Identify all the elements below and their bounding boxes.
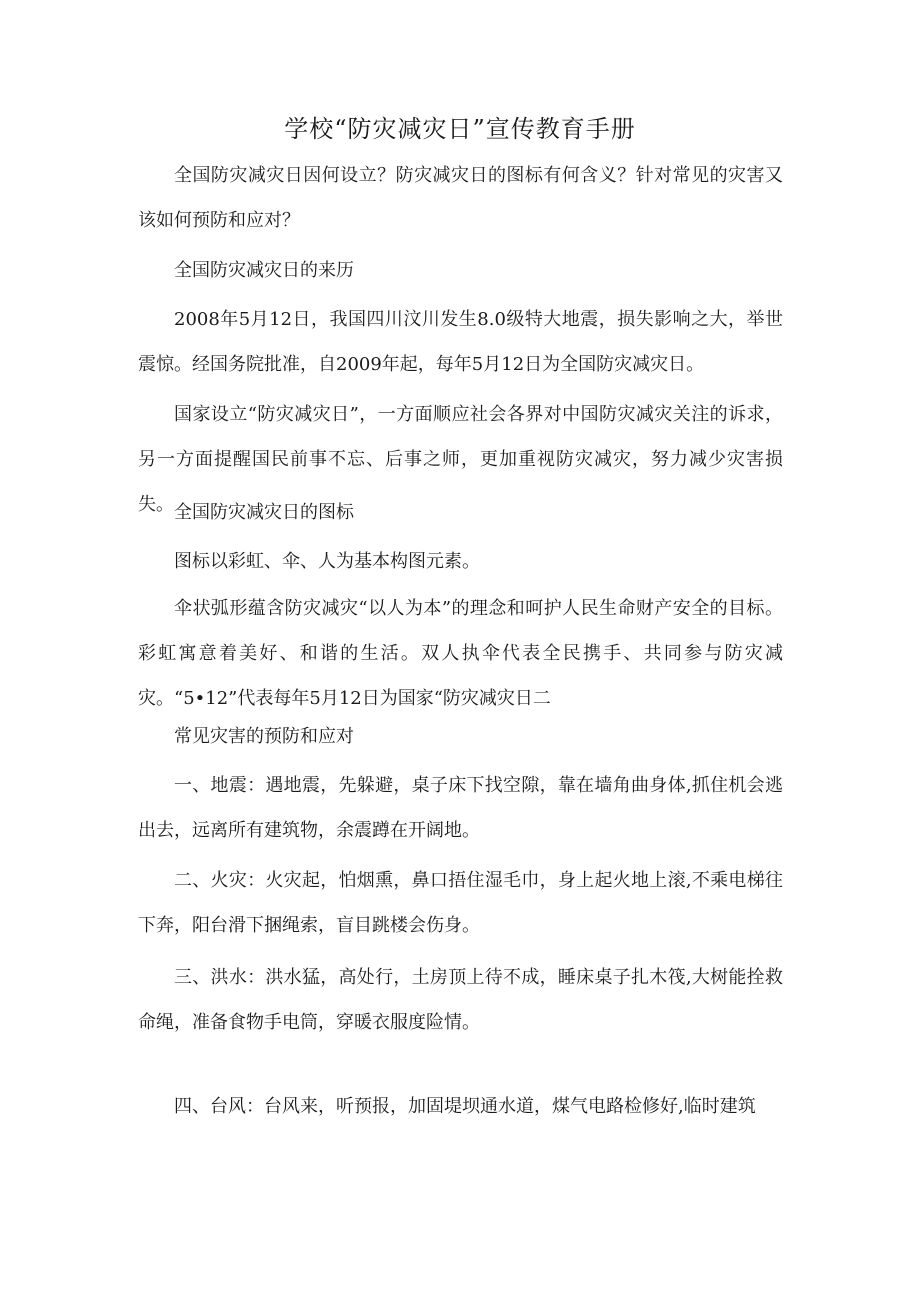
logo-elements-paragraph: 图标以彩虹、伞、人为基本构图元素。: [174, 551, 480, 572]
fire-paragraph: 二、火灾：火灾起，怕烟熏，鼻口捂住湿毛巾，身上起火地上滚,不乘电梯往下奔，阳台滑下捆绳索，盲目跳楼会伤身。: [138, 870, 783, 936]
page-title: 学校“防灾减灾日”宣传教育手册: [284, 115, 636, 143]
section-heading-origin: 全国防灾减灾日的来历: [174, 260, 354, 281]
origin-paragraph: 2008年5月12日，我国四川汶川发生8.0级特大地震，损失影响之大，举世震惊。经国务院批准，自2009年起，每年5月12日为全国防灾减灾日。: [138, 309, 783, 375]
earthquake-paragraph: 一、地震：遇地震，先躲避，桌子床下找空隙，靠在墙角曲身体,抓住机会逃出去，远离所有建筑物，余震蹲在开阔地。: [138, 775, 783, 841]
section-heading-logo: 全国防灾减灾日的图标: [174, 502, 354, 523]
logo-meaning-paragraph: 伞状弧形蕴含防灾减灾“以人为本”的理念和呵护人民生命财产安全的目标。彩虹寓意着美好、和谐的生活。双人执伞代表全民携手、共同参与防灾减灾。“5•12”代表每年5月12日为国家“防灾减灾日二: [138, 598, 783, 709]
flood-paragraph: 三、洪水：洪水猛，高处行，土房顶上待不成，睡床桌子扎木筏,大树能拴救命绳，准备食物手电筒，穿暖衣服度险情。: [138, 967, 783, 1033]
intro-paragraph: 全国防灾减灾日因何设立？防灾减灾日的图标有何含义？针对常见的灾害又该如何预防和应对？: [138, 165, 783, 231]
typhoon-paragraph: 四、台风：台风来，听预报，加固堤坝通水道，煤气电路检修好,临时建筑: [174, 1096, 756, 1117]
purpose-paragraph: 国家设立“防灾减灾日”，一方面顺应社会各界对中国防灾减灾关注的诉求，另一方面提醒国民前事不忘、后事之师，更加重视防灾减灾，努力减少灾害损失。: [138, 404, 783, 515]
section-heading-disasters: 常见灾害的预防和应对: [174, 726, 354, 747]
